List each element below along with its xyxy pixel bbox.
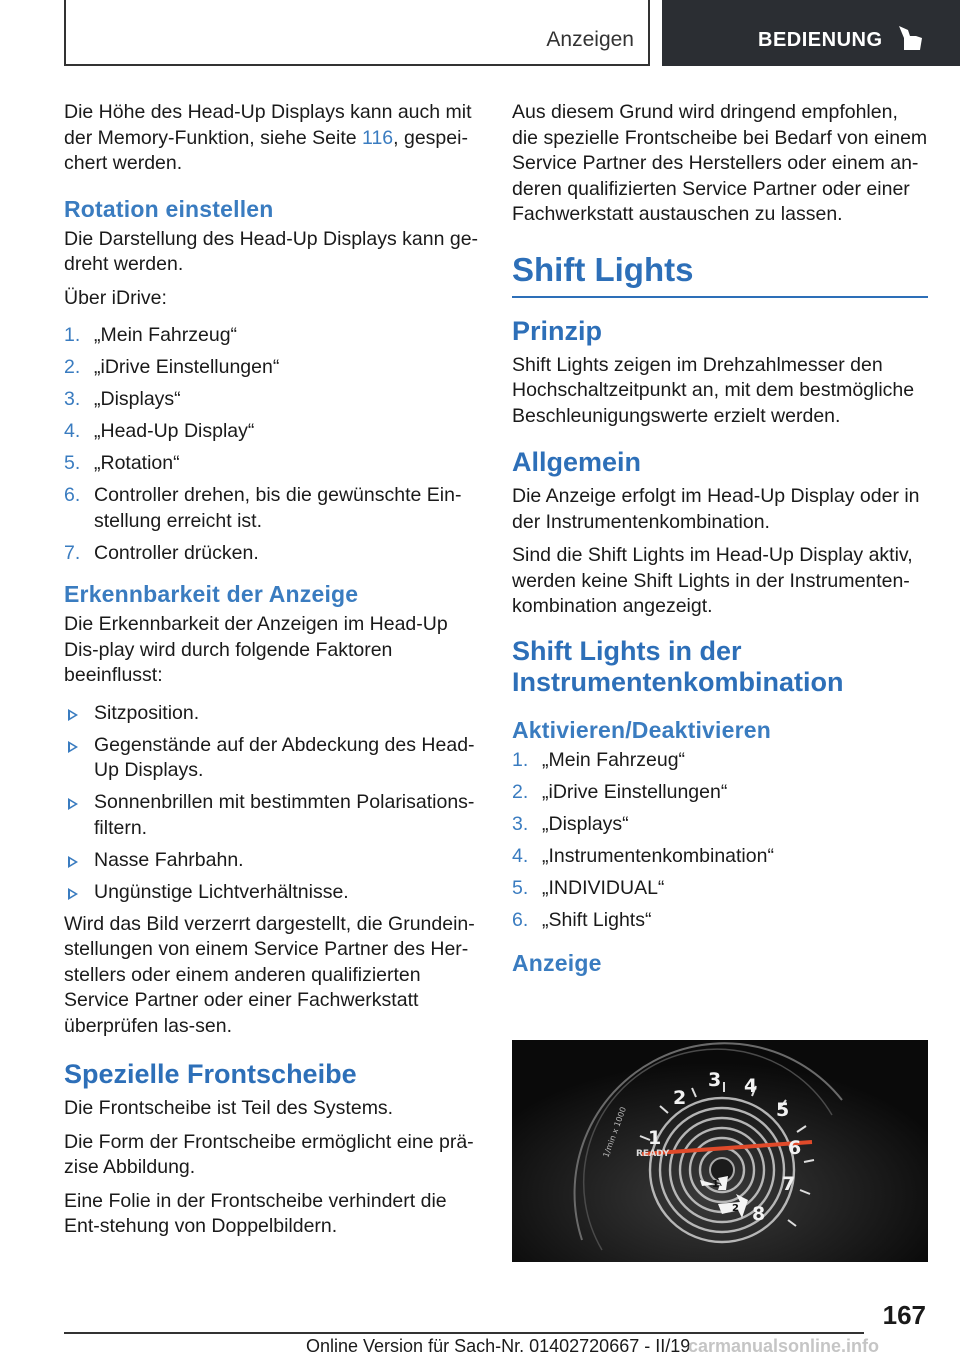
list-item	[64, 451, 482, 477]
section-title: Anzeigen	[546, 28, 634, 51]
step-text: „Mein Fahrzeug“	[542, 748, 686, 771]
arrow-2-label: 2	[732, 1203, 739, 1214]
gauge-number-4: 4	[744, 1075, 758, 1097]
general-text-2: Sind die Shift Lights im Head-Up Display aktiv, werden keine Shift Lights in der Instrumenten-kombination angezeigt.	[512, 544, 913, 617]
bullet-text: Sitzposition.	[94, 701, 200, 724]
list-item	[64, 323, 482, 349]
memory-paragraph	[64, 100, 482, 177]
bullet-triangle-icon	[68, 856, 78, 868]
windscreen-text-1: Die Frontscheibe ist Teil des Systems.	[64, 1097, 394, 1119]
step-number: 2.	[512, 780, 529, 803]
gauge-number-7: 7	[782, 1173, 796, 1195]
step-text: „Displays“	[542, 812, 629, 835]
step-number: 1.	[512, 748, 529, 771]
ready-label: READY	[636, 1149, 670, 1159]
visibility-text: Die Erkennbarkeit der Anzeigen im Head-Up Dis-play wird durch folgende Faktoren beeinflusst:	[64, 613, 448, 686]
list-item	[64, 701, 482, 727]
list-item	[64, 541, 482, 567]
cluster-heading	[512, 636, 928, 698]
step-number: 6.	[512, 908, 529, 931]
left-column	[64, 100, 482, 1248]
via-idrive-text: Über iDrive:	[64, 286, 167, 309]
step-number: 2.	[64, 356, 81, 378]
bullet-triangle-icon	[68, 709, 78, 721]
footer-divider	[64, 1332, 864, 1334]
step-text: „iDrive Einstellungen“	[94, 356, 280, 378]
rotation-text: Die Darstellung des Head-Up Displays kann ge-dreht werden.	[64, 227, 479, 275]
list-item	[512, 748, 928, 774]
rotation-heading: Rotation einstellen	[64, 195, 274, 222]
step-text: „INDIVIDUAL“	[542, 876, 665, 899]
gauge-number-5: 5	[776, 1099, 790, 1121]
bullet-triangle-icon	[68, 741, 78, 753]
step-text: Controller drücken.	[94, 541, 259, 564]
step-text: „Head-Up Display“	[94, 420, 255, 442]
list-item	[64, 848, 482, 874]
step-number: 7.	[64, 541, 81, 564]
section-tab	[64, 0, 650, 66]
bullet-text: Ungünstige Lichtverhältnisse.	[94, 880, 349, 903]
gauge-number-8: 8	[752, 1203, 766, 1225]
memory-text-end: , gespei-chert werden.	[64, 126, 468, 174]
step-number: 4.	[512, 844, 529, 867]
page-number: 167	[882, 1300, 926, 1330]
gauge-number-3: 3	[708, 1069, 722, 1091]
step-number: 6.	[64, 484, 81, 506]
principle-text: Shift Lights zeigen im Drehzahlmesser den Hochschaltzeitpunkt an, mit dem bestmögliche Beschleunigungswerte erzielt werden.	[512, 353, 915, 427]
step-number: 1.	[64, 324, 81, 346]
memory-text: Die Höhe des Head-Up Displays kann auch mit der Memory-Funktion, siehe Seite	[64, 101, 472, 149]
page-link[interactable]: 116	[362, 126, 394, 149]
activate-steps	[512, 748, 928, 934]
chapter-tab	[662, 0, 960, 66]
bullet-triangle-icon	[68, 798, 78, 810]
bullet-text: Sonnenbrillen mit bestimmten Polarisations-filtern.	[94, 791, 475, 839]
bullet-text: Gegenstände auf der Abdeckung des Head-Up Displays.	[94, 733, 475, 781]
list-item	[512, 780, 928, 806]
list-item	[512, 908, 928, 934]
visibility-heading: Erkennbarkeit der Anzeige	[64, 581, 359, 607]
chapter-title: BEDIENUNG	[758, 29, 883, 51]
list-item	[64, 790, 482, 841]
principle-heading: Prinzip	[512, 315, 603, 346]
arrow-1-label: 1	[712, 1179, 719, 1190]
gauge-number-2: 2	[673, 1087, 687, 1109]
page-header	[0, 0, 960, 66]
general-heading: Allgemein	[512, 447, 642, 477]
activate-heading: Aktivieren/Deaktivieren	[512, 716, 772, 743]
distortion-text: Wird das Bild verzerrt dargestellt, die Grundein-stellungen von einem Service Partner des Her-stellers oder einem anderen qualifizierten Service Partner oder einer Fachwerkstatt überprüfen las-sen.	[64, 912, 475, 1037]
right-column	[512, 100, 928, 981]
gauge-unit-label: 1/min x 1000	[601, 1105, 629, 1159]
cluster-heading-line-1: Shift Lights in der	[512, 635, 742, 666]
gauge-number-6: 6	[788, 1137, 802, 1159]
windscreen-heading: Spezielle Frontscheibe	[64, 1059, 357, 1089]
step-text: „Shift Lights“	[542, 908, 652, 931]
step-number: 3.	[64, 388, 81, 410]
list-item	[64, 733, 482, 784]
windscreen-text-2: Die Form der Frontscheibe ermöglicht eine prä-zise Abbildung.	[64, 1130, 474, 1178]
step-number: 5.	[512, 876, 529, 899]
list-item	[64, 355, 482, 381]
windscreen-text-3: Eine Folie in der Frontscheibe verhindert die Ent-stehung von Doppelbildern.	[64, 1189, 447, 1237]
step-text: „Displays“	[94, 388, 181, 410]
bullet-triangle-icon	[68, 888, 78, 900]
list-item	[512, 844, 928, 870]
display-heading: Anzeige	[512, 950, 602, 976]
general-text-1: Die Anzeige erfolgt im Head-Up Display oder in der Instrumentenkombination.	[512, 485, 920, 533]
list-item	[64, 880, 482, 906]
list-item	[64, 483, 482, 534]
step-text: Controller drehen, bis die gewünschte Ein-stellung erreicht ist.	[94, 484, 462, 532]
visibility-factors	[64, 701, 482, 906]
gauge-number-1: 1	[648, 1127, 662, 1149]
step-text: „Instrumentenkombination“	[542, 844, 774, 867]
list-item	[512, 876, 928, 902]
replacement-text: Aus diesem Grund wird dringend empfohlen, die spezielle Frontscheibe bei Bedarf von einem Service Partner des Herstellers oder einem an-deren qualifizierten Service Partner oder einer Fachwerkstatt austauschen zu lassen.	[512, 101, 928, 225]
list-item	[512, 812, 928, 838]
watermark: carmanualsonline.info	[688, 1336, 880, 1356]
step-number: 4.	[64, 420, 81, 442]
shift-lights-heading: Shift Lights	[512, 250, 928, 298]
bullet-text: Nasse Fahrbahn.	[94, 848, 244, 871]
step-number: 5.	[64, 452, 81, 474]
list-item	[64, 419, 482, 445]
shift-lights-image	[512, 1040, 928, 1262]
step-text: „iDrive Einstellungen“	[542, 780, 728, 803]
step-text: „Rotation“	[94, 452, 180, 474]
list-item	[64, 387, 482, 413]
tachometer-illustration	[512, 1040, 928, 1262]
hand-pointer-icon	[896, 24, 924, 54]
rotation-steps	[64, 323, 482, 566]
cluster-heading-line-2: Instrumentenkombination	[512, 666, 844, 697]
step-number: 3.	[512, 812, 529, 835]
step-text: „Mein Fahrzeug“	[94, 324, 238, 346]
online-version-text: Online Version für Sach-Nr. 01402720667 - II/19	[306, 1336, 691, 1356]
